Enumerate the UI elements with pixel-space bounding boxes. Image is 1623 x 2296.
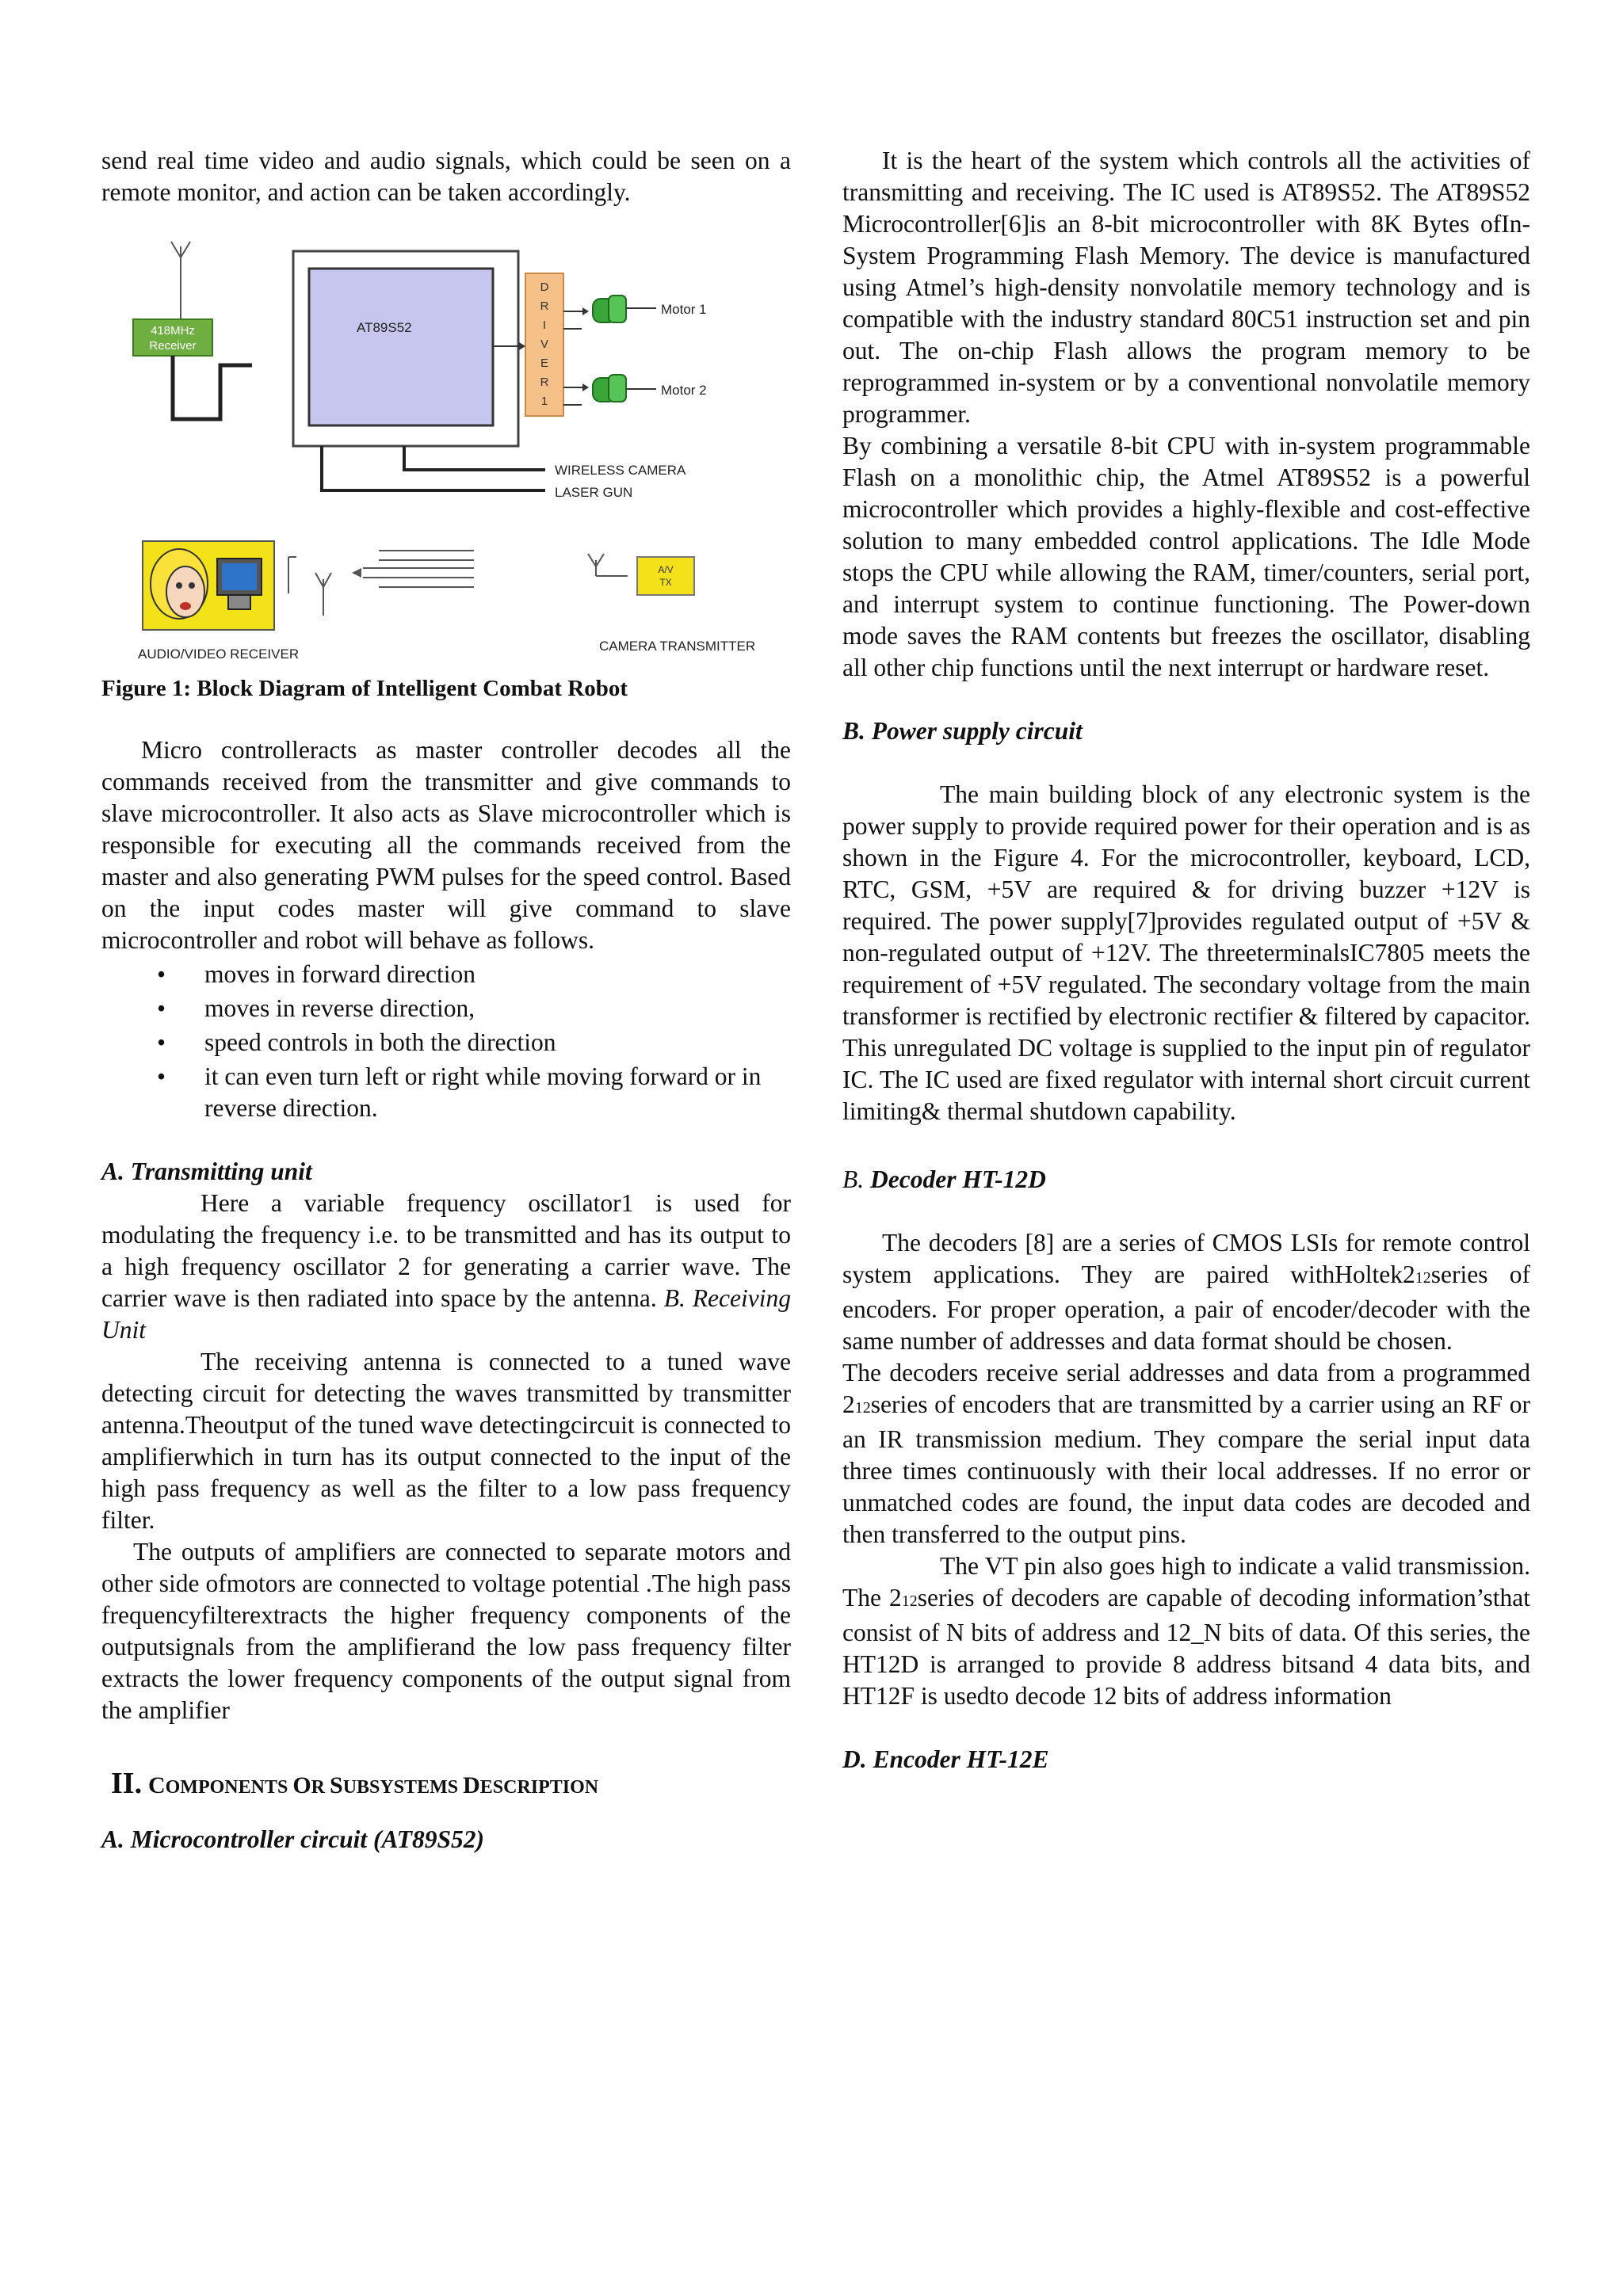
heading-decoder (842, 1164, 1530, 1196)
driver-letter-4: V (540, 338, 549, 351)
heading-text: Decoder HT-12D (870, 1165, 1046, 1193)
motor-2-icon (593, 375, 656, 402)
block-diagram (101, 235, 791, 663)
heading-part: OMPONENTS (165, 1777, 293, 1798)
figure-caption: Figure 1: Block Diagram of Intelligent Combat Robot (101, 676, 628, 701)
intro-paragraph: send real time video and audio signals, which could be seen on a remote monitor, and action can be taken accordingly. (101, 147, 791, 206)
driver-letter-3: I (542, 318, 547, 332)
heading-part: S (330, 1772, 343, 1798)
right-column (842, 145, 1530, 1775)
list-item: • speed controls in both the direction (204, 1027, 791, 1058)
driver-letter-2: R (540, 299, 549, 313)
heading-part: O (292, 1772, 311, 1798)
paragraph-mc-heart: It is the heart of the system which controls all the activities of transmitting and receiving. The IC used is AT89S52. The AT89S52 Microcontroller[6]is an 8-bit microcontroller with 8K Bytes ofIn-System Programming Flash Memory. The device is manufactured using Atmel’s high-density nonvolatile memory technology and is compatible with the industry standard 80C51 instruction set and pin out. The on-chip Flash allows the program memory to be reprogrammed in-system or by a conventional nonvolatile memory programmer. (842, 147, 1530, 428)
text-run: The decoders [8] are a series of CMOS LSIs for remote control system applications. They are paired withHoltek2 (842, 1229, 1530, 1288)
figure-1 (101, 235, 791, 663)
left-column (101, 145, 791, 1855)
list-item: • moves in forward direction (204, 959, 791, 990)
text-run: series of decoders are capable of decoding information’sthat consist of N bits of address and 12_N bits of data. Of this series, the HT12D is arranged to provide 8 address bitsand 4 data bits, and HT12F is usedto decode 12 bits of address information (842, 1584, 1530, 1710)
behavior-list (101, 959, 791, 1124)
text-run: 12 (1415, 1269, 1431, 1287)
paragraph-decoder-3 (842, 1550, 1530, 1712)
driver-letter-7: 1 (540, 395, 548, 408)
paragraph-outputs: The outputs of amplifiers are connected to separate motors and other side ofmotors are connected to voltage potential .The high pass frequencyfilterextracts the higher frequency components of the outputsignals from the amplifierand the low pass frequency filter extracts the lower frequency components of the output signal from the amplifier (101, 1538, 791, 1724)
wireless-camera-label: WIRELESS CAMERA (555, 463, 686, 478)
heading-encoder: D. Encoder HT-12E (842, 1745, 1049, 1773)
driver-letter-5: E (540, 357, 549, 370)
text-run: series of encoders that are transmitted by a carrier using an RF or an IR transmission medium. They compare the serial input data three times continuously with their local addresses. If no error or unmatched codes are found, the input data codes are decoded and then transferred to the output pins. (842, 1390, 1530, 1548)
paragraph-receiving: The receiving antenna is connected to a tuned wave detecting circuit for detecting the waves transmitted by transmitter antenna.Theoutput of the tuned wave detectingcircuit is connected to amplifierwhich in turn has its output connected to the input of the high pass frequency as well as the filter to a low pass frequency filter. (101, 1348, 791, 1534)
heading-part: UBSYSTEMS (342, 1777, 464, 1798)
receiver-label-2: Receiver (149, 339, 197, 353)
paragraph-decoder-1 (842, 1227, 1530, 1357)
mcu-label: AT89S52 (357, 320, 412, 335)
camera-transmitter-label: CAMERA TRANSMITTER (599, 639, 756, 654)
driver-letter-1: D (540, 280, 549, 294)
transmit-text: Here a variable frequency oscillator1 is used for modulating the frequency i.e. to be transmitted and has its output to a high frequency oscillator 2 for generating a carrier wave. The carrier wave is then radiated into space by the antenna. (101, 1189, 791, 1312)
list-item: • moves in reverse direction, (204, 993, 791, 1024)
heading-part: R (311, 1777, 330, 1798)
text-run: The VT pin also goes high to indicate a valid transmission. The 2 (842, 1552, 1530, 1611)
receiver-wire (173, 356, 252, 419)
inline-heading-receiving-unit: B. Receiving Unit (101, 1284, 791, 1344)
heading-power-supply: B. Power supply circuit (842, 717, 1083, 745)
av-tx-box (637, 557, 694, 595)
text-run: The decoders receive serial addresses and data from a programmed 2 (842, 1359, 1530, 1418)
heading-microcontroller-circuit: A. Microcontroller circuit (AT89S52) (101, 1825, 485, 1853)
camera-wire (404, 446, 545, 470)
heading-part: D (463, 1772, 480, 1798)
motor-1-label: Motor 1 (661, 302, 707, 317)
list-item: • it can even turn left or right while moving forward or in reverse direction. (204, 1061, 791, 1124)
text-run: series of encoders. For proper operation, a pair of encoder/decoder with the same number of addresses and data format should be chosen. (842, 1261, 1530, 1355)
section-2-heading (111, 1768, 791, 1803)
av-tx-label-1: A/V (658, 564, 674, 575)
paragraph-mc-combining: By combining a versatile 8-bit CPU with in-system programmable Flash on a monolithic chip, the Atmel AT89S52 is a powerful microcontroller which provides a highly-flexible and cost-effective solution to many embedded control applications. The Idle Mode stops the CPU while allowing the RAM, timer/counters, serial port, and interrupt system to continue functioning. The Power-down mode saves the RAM contents but freezes the oscillator, disabling all other chip functions until the next interrupt or hardware reset. (842, 432, 1530, 681)
receiver-label-1: 418MHz (151, 324, 195, 338)
heading-prefix: B. (842, 1165, 865, 1193)
paragraph-master-controller: Micro controlleracts as master controller decodes all the commands received from the transmitter and give commands to slave microcontroller. It also acts as Slave microcontroller which is responsible for executing all the commands received from the master and also generating PWM pulses for the speed control. Based on the input codes master will give command to slave microcontroller and robot will behave as follows. (101, 736, 791, 954)
paragraph-decoder-2 (842, 1357, 1530, 1550)
av-receiver-icon (143, 541, 274, 630)
laser-gun-label: LASER GUN (555, 485, 633, 500)
driver-letter-6: R (540, 376, 549, 389)
section-numeral: II. (111, 1767, 143, 1800)
heading-transmitting-unit: A. Transmitting unit (101, 1158, 312, 1185)
heading-part: ESCRIPTION (479, 1777, 599, 1798)
motor-1-icon (593, 296, 656, 322)
av-tx-label-2: TX (659, 577, 672, 588)
heading-part: C (147, 1772, 166, 1798)
text-run: 12 (901, 1592, 918, 1610)
motor-2-label: Motor 2 (661, 383, 707, 398)
mcu-block (309, 269, 493, 425)
text-run: 12 (854, 1399, 871, 1417)
paragraph-power-supply: The main building block of any electronic system is the power supply to provide required power for their operation and is as shown in the Figure 4. For the microcontroller, keyboard, LCD, RTC, GSM, +5V are required & for driving buzzer +12V is required. The power supply[7]provides regulated output of +5V & non-regulated output of +12V. The threeterminalsIC7805 meets the requirement of +5V regulated. The secondary voltage from the main transformer is rectified by electronic rectifier & filtered by capacitor. This unregulated DC voltage is supplied to the input pin of regulator IC. The IC used are fixed regulator with internal short circuit current limiting& thermal shutdown capability. (842, 780, 1530, 1125)
receiver-antenna-icon (171, 242, 190, 310)
paragraph-transmitting (101, 1188, 791, 1346)
av-receiver-label: AUDIO/VIDEO RECEIVER (138, 646, 300, 662)
